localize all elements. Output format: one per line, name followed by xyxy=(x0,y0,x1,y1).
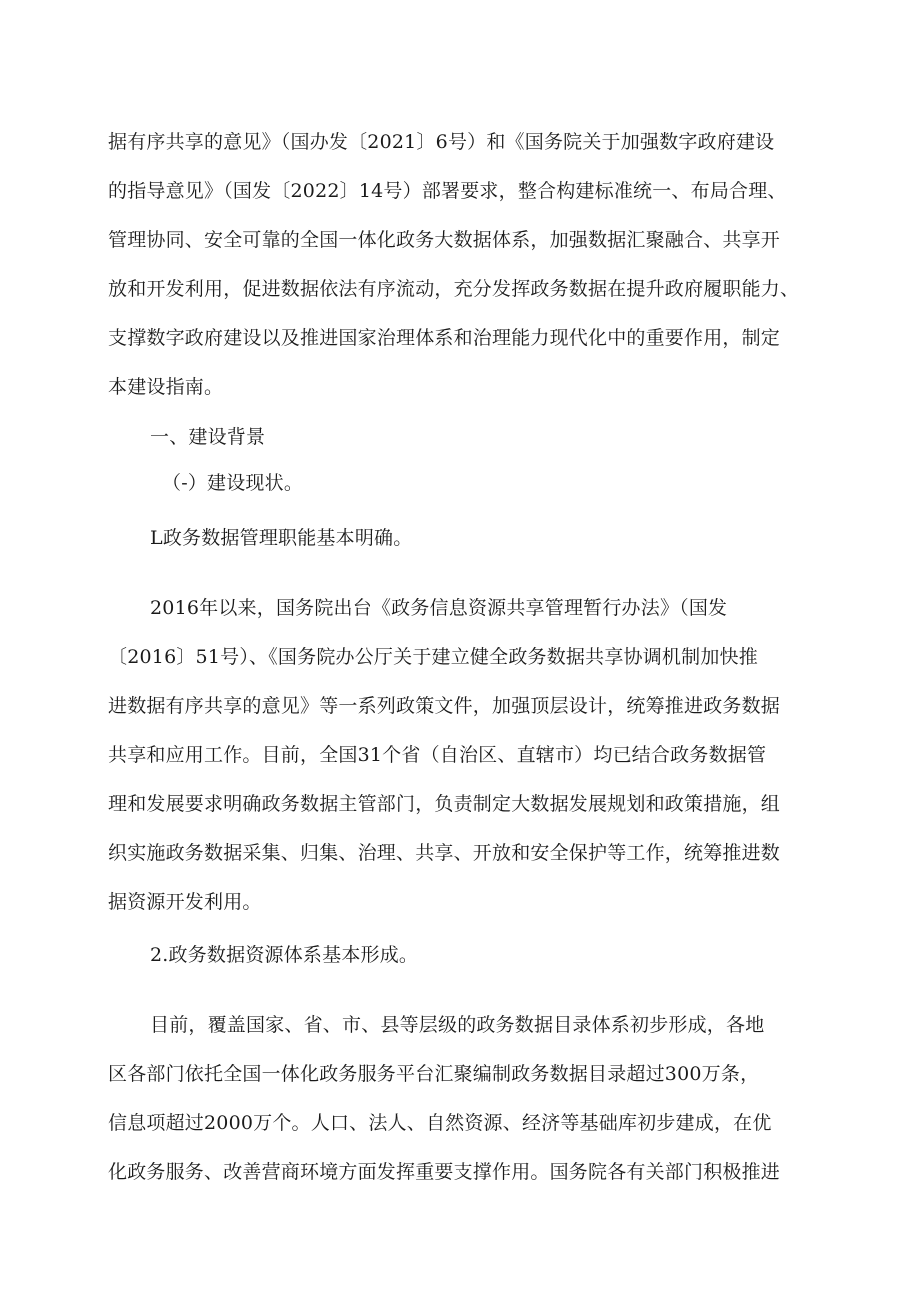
para2-line-2: 区各部门依托全国一体化政务服务平台汇聚编制政务数据目录超过300万条， xyxy=(108,1063,760,1085)
para1-line-4: 共享和应用工作。目前，全国31个省（自治区、直辖市）均已结合政务数据管 xyxy=(108,744,767,766)
section-heading: 一、建设背景 xyxy=(150,426,266,448)
intro-line-6: 本建设指南。 xyxy=(108,376,224,398)
para1-line-7: 据资源开发利用。 xyxy=(108,891,262,913)
item1-title: L政务数据管理职能基本明确。 xyxy=(150,527,413,549)
para1-line-1: 2016年以来，国务院出台《政务信息资源共享管理暂行办法》（国发 xyxy=(150,597,728,619)
para2-line-3: 信息项超过2000万个。人口、法人、自然资源、经济等基础库初步建成，在优 xyxy=(108,1112,772,1134)
para1-line-5: 理和发展要求明确政务数据主管部门，负责制定大数据发展规划和政策措施，组 xyxy=(108,793,781,815)
intro-line-3: 管理协同、安全可靠的全国一体化政务大数据体系，加强数据汇聚融合、共享开 xyxy=(108,229,781,251)
item2-title: 2.政务数据资源体系基本形成。 xyxy=(150,944,419,966)
para2-line-4: 化政务服务、改善营商环境方面发挥重要支撑作用。国务院各有关部门积极推进 xyxy=(108,1161,781,1183)
para1-line-2: 〔2016〕51号）、《国务院办公厅关于建立健全政务数据共享协调机制加快推 xyxy=(108,646,758,668)
intro-line-5: 支撑数字政府建设以及推进国家治理体系和治理能力现代化中的重要作用，制定 xyxy=(108,327,781,349)
para1-line-3: 进数据有序共享的意见》等一系列政策文件，加强顶层设计，统筹推进政务数据 xyxy=(108,695,781,717)
para1-line-6: 织实施政务数据采集、归集、治理、共享、开放和安全保护等工作，统筹推进数 xyxy=(108,842,781,864)
intro-line-1: 据有序共享的意见》（国办发〔2021〕6号）和《国务院关于加强数字政府建设 xyxy=(108,131,775,153)
intro-line-2: 的指导意见》（国发〔2022〕14号）部署要求，整合构建标准统一、布局合理、 xyxy=(108,180,787,202)
subsection-heading: （-）建设现状。 xyxy=(162,472,304,494)
para2-line-1: 目前，覆盖国家、省、市、县等层级的政务数据目录体系初步形成，各地 xyxy=(150,1014,765,1036)
intro-line-4: 放和开发利用，促进数据依法有序流动，充分发挥政务数据在提升政府履职能力、 xyxy=(108,278,800,300)
